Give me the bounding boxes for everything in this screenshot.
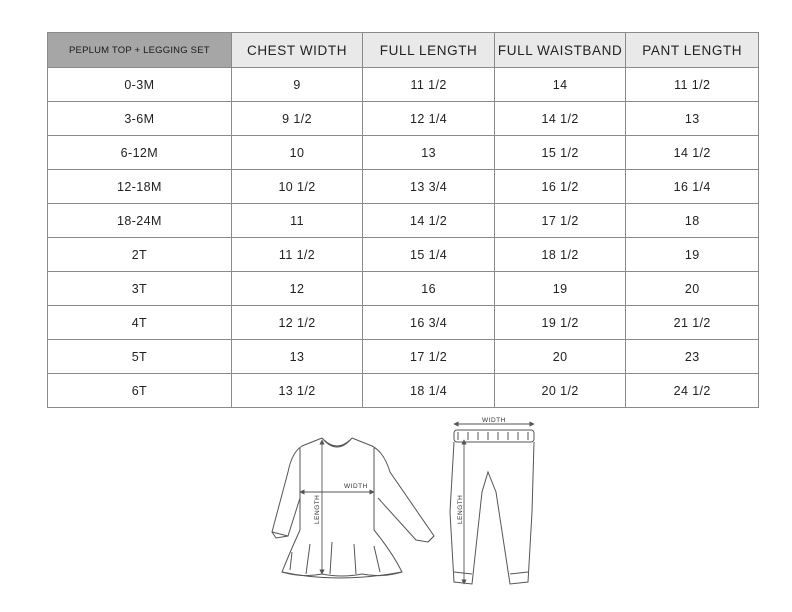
pant-length-label: LENGTH [457,494,464,524]
table-row [48,340,759,374]
cell-full-waistband: 18 1/2 [494,238,626,272]
cell-pant-length: 13 [626,102,759,136]
cell-full-length: 17 1/2 [363,340,495,374]
cell-full-waistband: 19 1/2 [494,306,626,340]
cell-full-waistband: 14 [494,68,626,102]
cell-size: 6-12M [48,136,232,170]
cell-size: 3-6M [48,102,232,136]
cell-pant-length: 19 [626,238,759,272]
cell-chest-width: 13 1/2 [231,374,363,408]
top-width-label: WIDTH [344,483,368,490]
cell-chest-width: 9 1/2 [231,102,363,136]
cell-full-length: 15 1/4 [363,238,495,272]
peplum-top-illustration [272,438,434,578]
cell-size: 3T [48,272,232,306]
cell-full-length: 11 1/2 [363,68,495,102]
cell-full-length: 16 3/4 [363,306,495,340]
cell-chest-width: 9 [231,68,363,102]
cell-full-length: 12 1/4 [363,102,495,136]
cell-full-waistband: 16 1/2 [494,170,626,204]
table-row [48,136,759,170]
cell-chest-width: 12 [231,272,363,306]
cell-chest-width: 11 1/2 [231,238,363,272]
cell-pant-length: 11 1/2 [626,68,759,102]
cell-full-waistband: 14 1/2 [494,102,626,136]
cell-pant-length: 20 [626,272,759,306]
cell-full-length: 13 [363,136,495,170]
header-full-length: FULL LENGTH [363,33,495,68]
cell-full-waistband: 17 1/2 [494,204,626,238]
size-chart-table [47,32,759,408]
cell-size: 12-18M [48,170,232,204]
cell-full-waistband: 19 [494,272,626,306]
table-row [48,238,759,272]
table-row [48,204,759,238]
cell-size: 5T [48,340,232,374]
cell-size: 6T [48,374,232,408]
cell-full-length: 14 1/2 [363,204,495,238]
cell-chest-width: 10 [231,136,363,170]
header-pant-length: PANT LENGTH [626,33,759,68]
table-header-row [48,33,759,68]
table-row [48,102,759,136]
cell-full-waistband: 15 1/2 [494,136,626,170]
cell-chest-width: 10 1/2 [231,170,363,204]
table-row [48,272,759,306]
cell-chest-width: 12 1/2 [231,306,363,340]
cell-pant-length: 14 1/2 [626,136,759,170]
cell-pant-length: 24 1/2 [626,374,759,408]
header-full-waistband: FULL WAISTBAND [494,33,626,68]
cell-full-length: 13 3/4 [363,170,495,204]
cell-pant-length: 21 1/2 [626,306,759,340]
cell-full-length: 18 1/4 [363,374,495,408]
cell-size: 4T [48,306,232,340]
cell-pant-length: 16 1/4 [626,170,759,204]
header-chest-width: CHEST WIDTH [231,33,363,68]
table-row [48,170,759,204]
cell-full-length: 16 [363,272,495,306]
table-row [48,374,759,408]
table-row [48,306,759,340]
cell-size: 0-3M [48,68,232,102]
pant-width-label: WIDTH [482,417,506,424]
top-length-label: LENGTH [314,494,321,524]
cell-full-waistband: 20 [494,340,626,374]
table-row [48,68,759,102]
cell-chest-width: 11 [231,204,363,238]
cell-full-waistband: 20 1/2 [494,374,626,408]
cell-pant-length: 18 [626,204,759,238]
cell-size: 18-24M [48,204,232,238]
cell-size: 2T [48,238,232,272]
cell-chest-width: 13 [231,340,363,374]
garment-diagram [262,412,552,602]
header-set-name: PEPLUM TOP + LEGGING SET [48,33,232,68]
cell-pant-length: 23 [626,340,759,374]
